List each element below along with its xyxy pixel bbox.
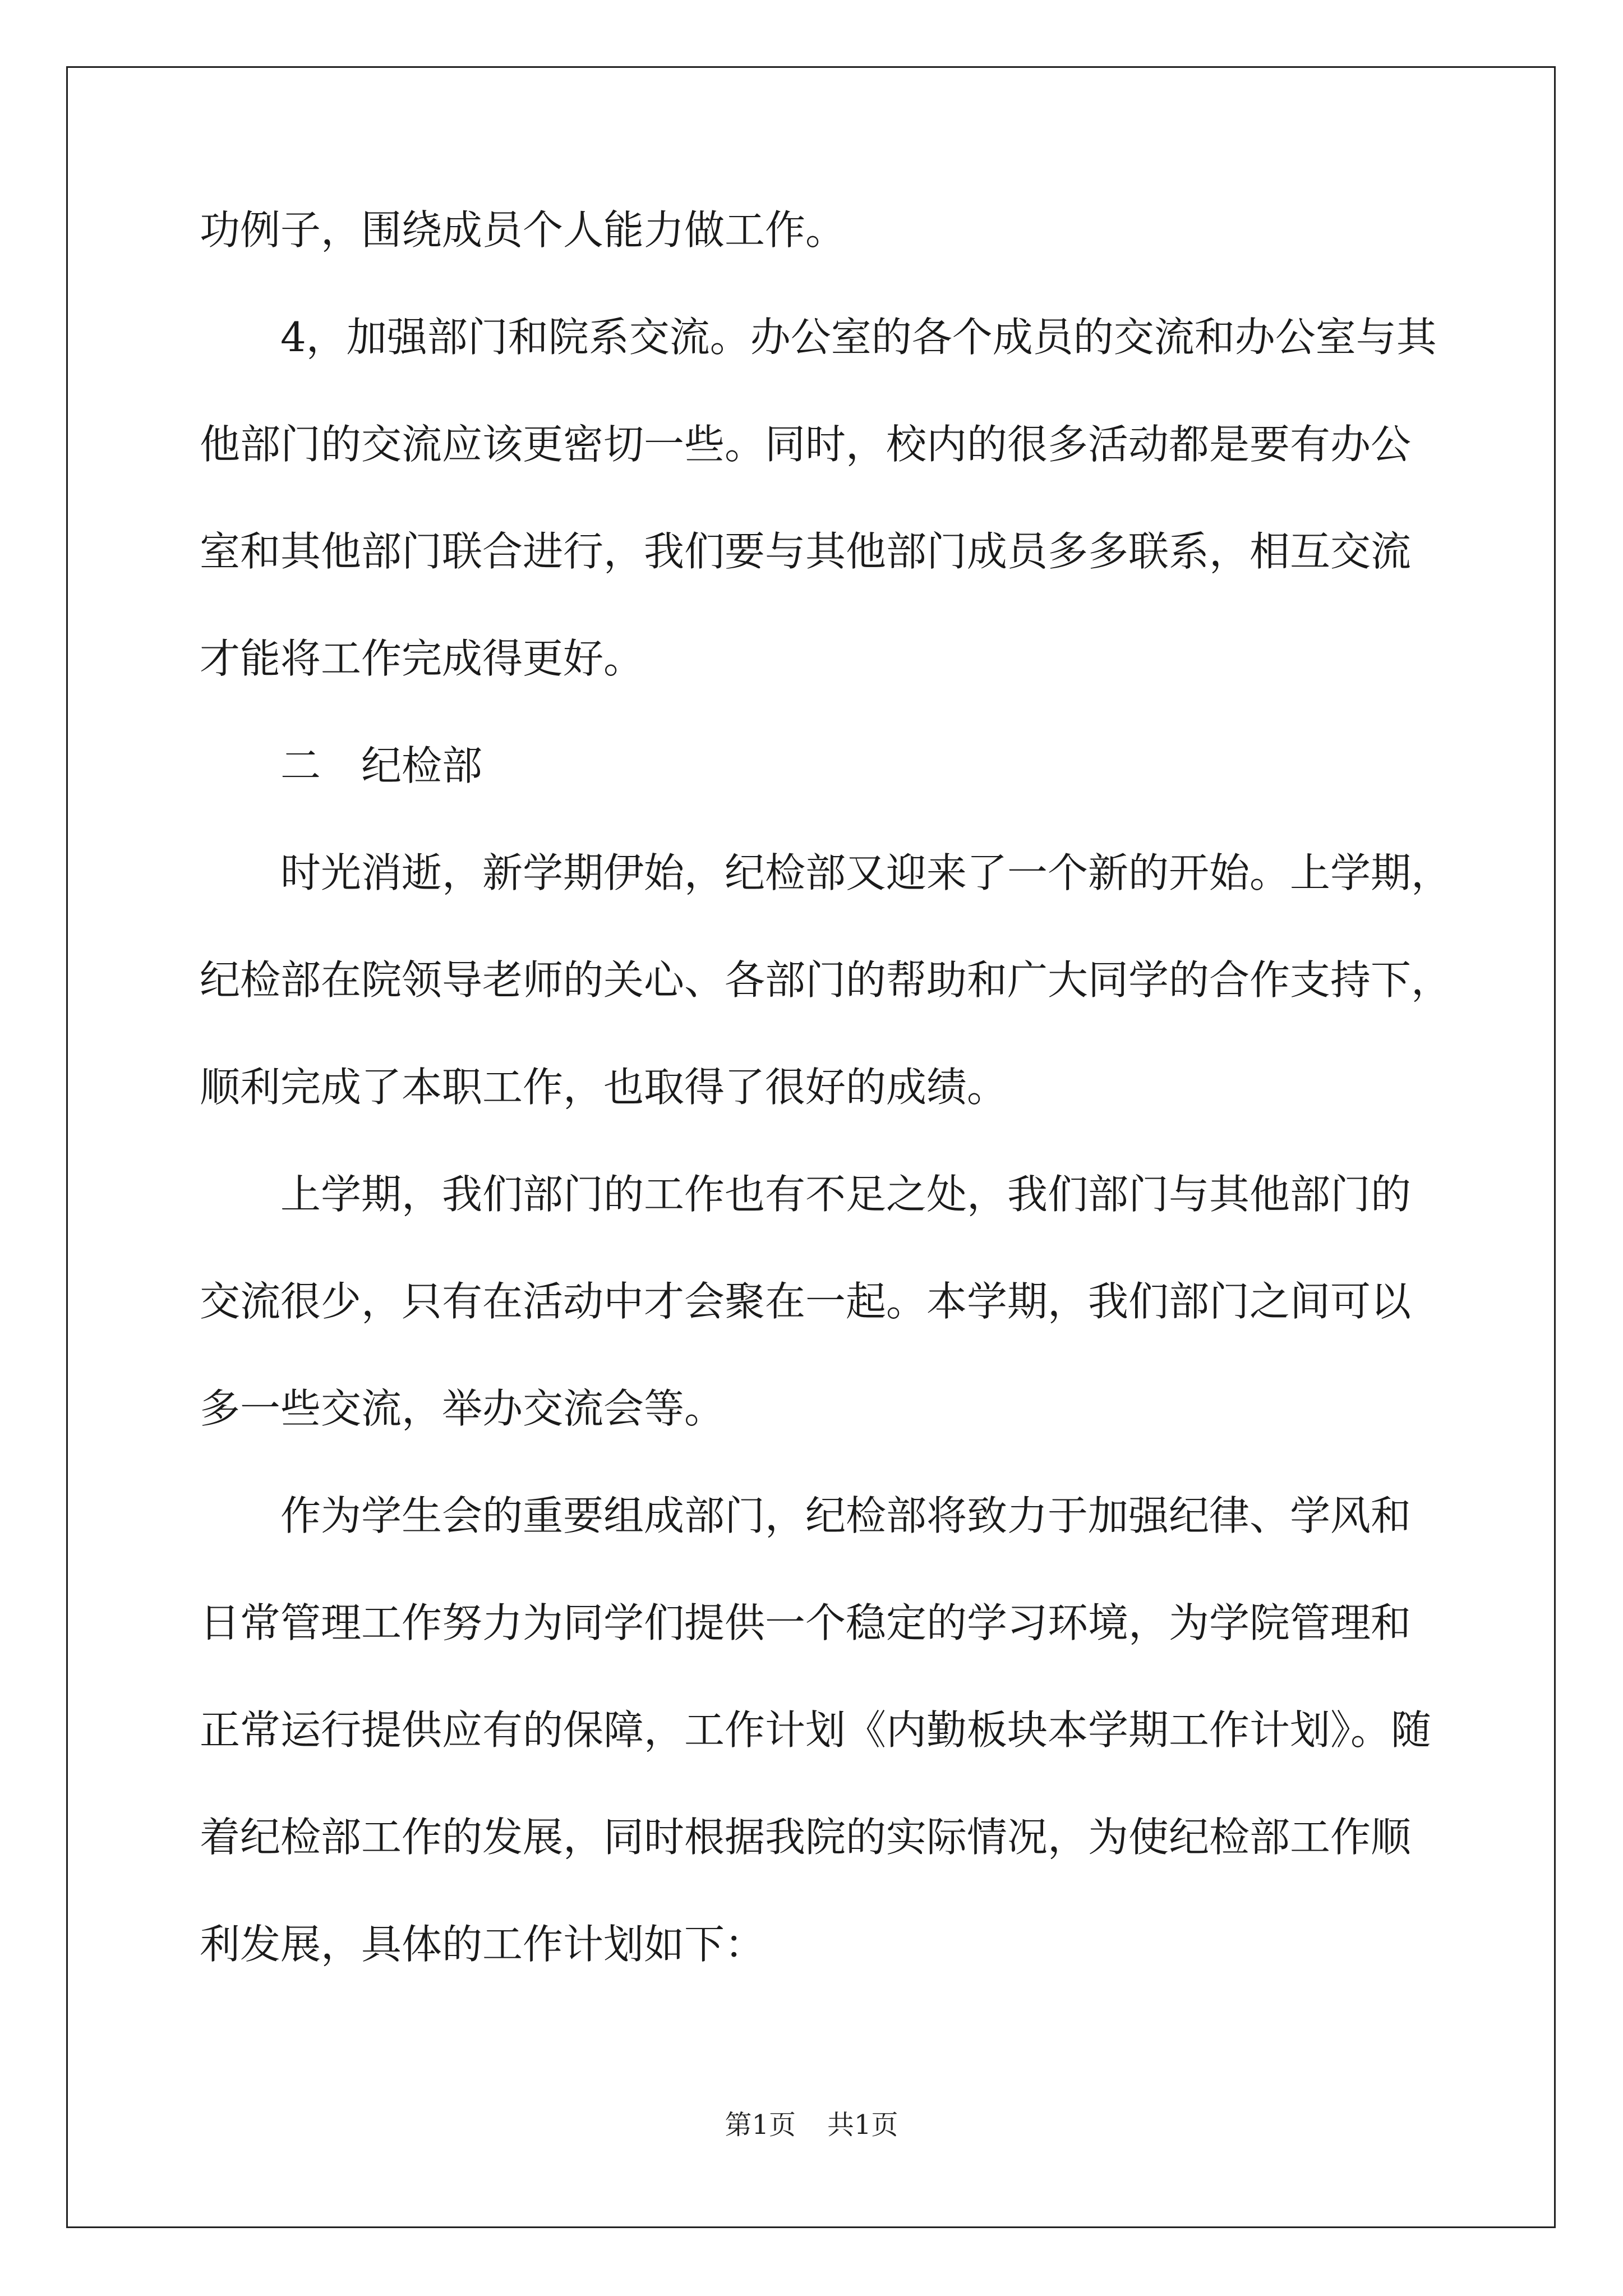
page-number: 第1页 — [725, 2109, 796, 2141]
text-line: 作为学生会的重要组成部门，纪检部将致力于加强纪律、学风和 — [280, 1492, 1412, 1539]
text-line: 纪检部在院领导老师的关心、各部门的帮助和广大同学的合作支持下， — [200, 956, 1452, 1004]
text-line: 日常管理工作努力为同学们提供一个稳定的学习环境，为学院管理和 — [200, 1599, 1412, 1646]
text-line: 交流很少，只有在活动中才会聚在一起。本学期，我们部门之间可以 — [200, 1278, 1412, 1325]
text-line: 他部门的交流应该更密切一些。同时，校内的很多活动都是要有办公 — [200, 421, 1412, 468]
document-body — [200, 203, 1452, 2024]
page-footer — [0, 2108, 1623, 2142]
text-line: 顺利完成了本职工作，也取得了很好的成绩。 — [200, 1064, 1008, 1111]
section-heading: 二 纪检部 — [280, 742, 483, 789]
text-line: 才能将工作完成得更好。 — [200, 635, 644, 682]
text-line: 上学期，我们部门的工作也有不足之处，我们部门与其他部门的 — [280, 1171, 1412, 1218]
text-line: 时光消逝，新学期伊始，纪检部又迎来了一个新的开始。上学期， — [280, 849, 1452, 896]
text-line: 多一些交流，举办交流会等。 — [200, 1385, 725, 1432]
text-line: 利发展，具体的工作计划如下： — [200, 1921, 766, 1968]
text-line: 室和其他部门联合进行，我们要与其他部门成员多多联系，相互交流 — [200, 528, 1412, 575]
page-total: 共1页 — [827, 2109, 898, 2141]
text-line: 功例子，围绕成员个人能力做工作。 — [200, 206, 846, 254]
text-line: 正常运行提供应有的保障，工作计划《内勤板块本学期工作计划》。随 — [200, 1706, 1432, 1754]
text-line: 着纪检部工作的发展，同时根据我院的实际情况，为使纪检部工作顺 — [200, 1814, 1412, 1861]
text-line: 4，加强部门和院系交流。办公室的各个成员的交流和办公室与其 — [280, 314, 1437, 361]
